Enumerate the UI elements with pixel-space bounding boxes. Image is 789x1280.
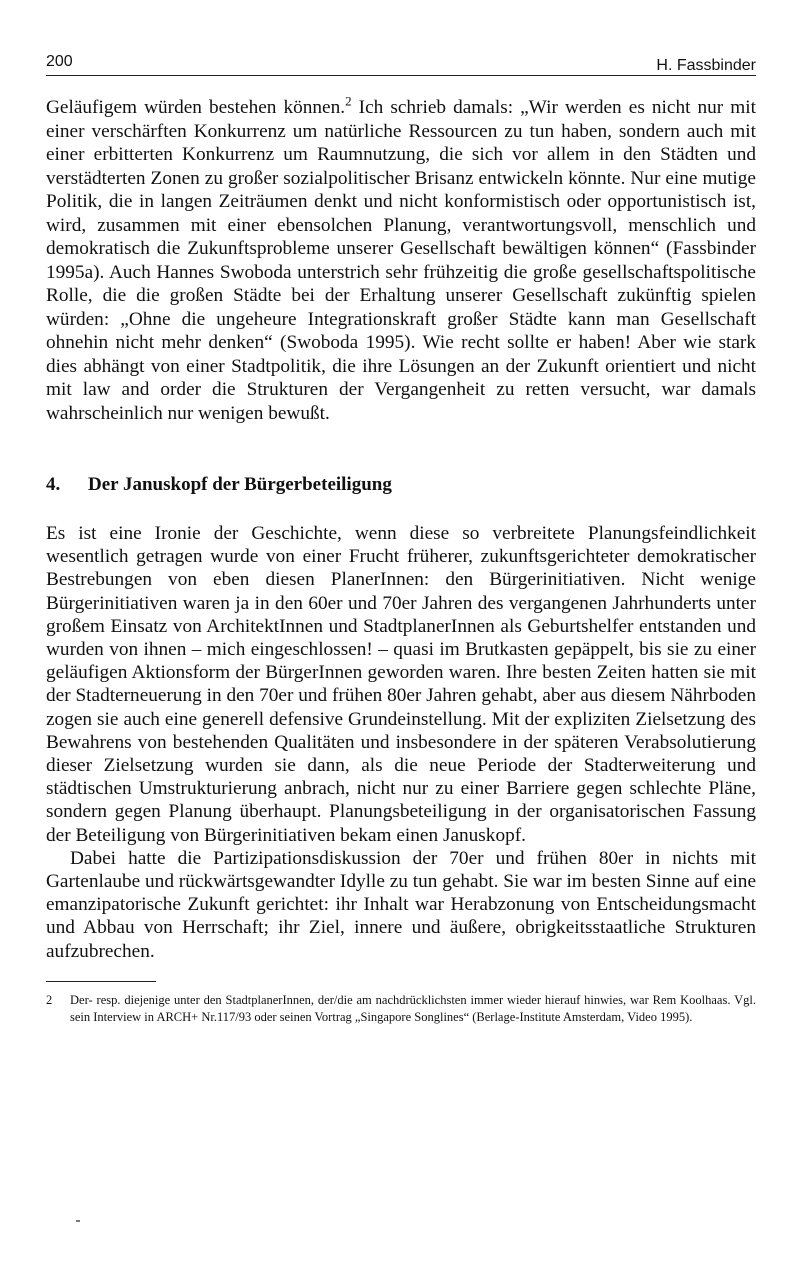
scan-speck (76, 1220, 80, 1222)
section-heading (46, 473, 756, 497)
page-number: 200 (46, 53, 73, 70)
section-title: Der Januskopf der Bürgerbeteiligung (88, 474, 392, 495)
running-header (46, 46, 756, 74)
intro-text (46, 93, 756, 425)
section-number: 4. (46, 474, 61, 495)
section-paragraph-1: Es ist eine Ironie der Geschichte, wenn diese so verbreitete Planungsfeindlichkeit wesentlich getragen wurde von einer Frucht früherer, zukunftsgerichteter demokratischer Bestrebungen von eben diesen PlanerInnen: den Bürgerinitiativen. Nicht wenige Bürgerinitiativen waren ja in den 60er und 70er Jahren des vergangenen Jahrhunderts unter großem Einsatz von ArchitektInnen und StadtplanerInnen als Geburtshelfer entstanden und wurden von ihnen – mich eingeschlossen! – quasi im Brutkasten gepäppelt, bis sie zu einer geläufigen Aktionsform der BürgerInnen geworden waren. Ihre besten Zeiten hatten sie mit der Stadterneuerung in den 70er und frühen 80er Jahren gehabt, aber aus diesem Nährboden zogen sie auch eine generell defensive Grundeinstellung. Mit der expliziten Zielsetzung des Bewahrens von bestehenden Qualitäten und insbesondere in der späteren Verabsolutierung dieser Zielsetzung wurden sie dann, als die neue Periode der Stadterweiterung und städtischen Umstrukturierung anbrach, nicht nur zu einer Barriere gegen schlechte Pläne, sondern gegen Planung überhaupt. Planungsbeteiligung in der organisatorischen Fassung der Beteiligung von Bürgerinitiativen bekam einen Januskopf. (46, 523, 756, 846)
footnote-reference: 2 (345, 93, 352, 109)
footnote-text: Der- resp. diejenige unter den StadtplanerInnen, der/die am nachdrücklichsten immer wieder hierauf hinwies, war Rem Koolhaas. Vgl. sein Interview in ARCH+ Nr.117/93 oder seinen Vortrag „Singapore Songlines“ (Berlage-Institute Amsterdam, Video 1995). (70, 992, 756, 1025)
running-header-author: H. Fassbinder (656, 57, 756, 74)
section-body (46, 522, 756, 963)
header-rule (46, 75, 756, 76)
footnote (46, 992, 756, 1027)
footnote-rule (46, 981, 156, 982)
intro-paragraph-rest: Ich schrieb damals: „Wir werden es nicht nur mit einer verschärften Konkurrenz um natürliche Ressourcen zu tun haben, sondern auch mit einer erbitterten Konkurrenz um Raumnutzung, die sich vor allem in den Städten und verstädterten Zonen zu großer sozialpolitischer Brisanz entwickeln könnte. Nur eine mutige Politik, die in langen Zeiträumen denkt und nicht konformistisch oder opportunistisch ist, wird, zusammen mit einer ebensolchen Planung, verantwortungsvoll, menschlich und demokratisch die Zukunftsprobleme unserer Gesellschaft bewältigen können“ (Fassbinder 1995a). Auch Hannes Swoboda unterstrich sehr frühzeitig die große gesellschaftspolitische Rolle, die die großen Städte bei der Erhaltung unserer Gesellschaft zukünftig spielen würden: „Ohne die ungeheure Integrationskraft großer Städte kann man Gesellschaft ohnehin nicht mehr denken“ (Swoboda 1995). Wie recht sollte er haben! Aber wie stark dies abhängt von einer Stadtpolitik, die ihre Lösungen an der Zukunft orientiert und nicht mit law and order die Strukturen der Vergangenheit zu retten versucht, war damals wahrscheinlich nur wenigen bewußt. (46, 97, 756, 424)
intro-paragraph-lead: Geläufigem würden bestehen können. (46, 97, 346, 118)
footnote-number: 2 (46, 992, 53, 1007)
page-content (46, 46, 756, 1027)
section-paragraph-2: Dabei hatte die Partizipationsdiskussion der 70er und frühen 80er in nichts mit Gartenlaube und rückwärtsgewandter Idylle zu tun gehabt. Sie war im besten Sinne auf eine emanzipatorische Zukunft gerichtet: ihr Inhalt war Herabzonung von Entscheidungsmacht und Abbau von Herrschaft; ihr Ziel, innere und äußere, obrigkeitsstaatliche Strukturen aufzubrechen. (46, 847, 756, 962)
intro-paragraph (46, 93, 756, 425)
